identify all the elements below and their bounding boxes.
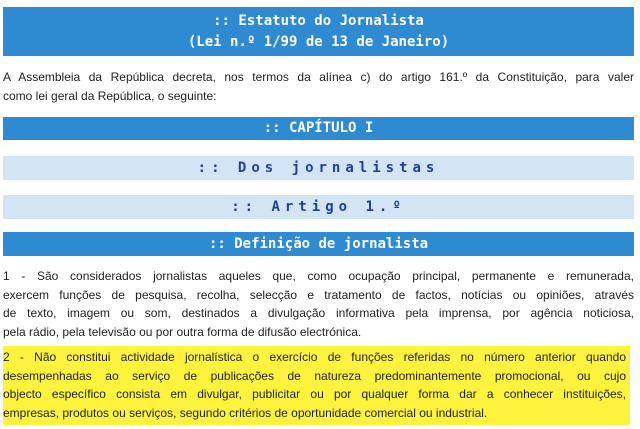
paragraph-line: de texto, imagem ou som, destinados a divulgação informativa pela imprensa, por agência noticiosa, <box>3 306 634 320</box>
intro-line: como lei geral da República, o seguinte: <box>3 88 217 103</box>
paragraph-1 <box>3 267 634 341</box>
intro-paragraph <box>3 68 634 105</box>
document-title-bar <box>3 7 634 56</box>
document-subtitle: (Lei n.º 1/99 de 13 de Janeiro) <box>187 34 450 50</box>
article-heading: :: Artigo 1.º <box>3 195 634 219</box>
section-heading: :: Dos jornalistas <box>3 156 634 180</box>
paragraph-line: exercem funções de pesquisa, recolha, selecção e tratamento de factos, notícias ou opiniões, através <box>3 287 634 302</box>
paragraph-line: 2 - Não constitui actividade jornalística o exercício de funções referidas no número anterior quando <box>3 350 626 364</box>
paragraph-line: 1 - São considerados jornalistas aqueles que, como ocupação principal, permanente e remunerada, <box>3 269 634 283</box>
paragraph-line: pela rádio, pela televisão ou por outra forma de difusão electrónica. <box>3 324 362 339</box>
document-title: :: Estatuto do Jornalista <box>213 13 424 29</box>
intro-line: A Assembleia da República decreta, nos termos da alínea c) do artigo 161.º da Constituição, para valer <box>3 70 634 84</box>
paragraph-line: desempenhadas ao serviço de publicações de natureza predominantemente promocional, ou cujo <box>3 368 626 383</box>
definition-heading: :: Definição de jornalista <box>3 232 634 256</box>
paragraph-line: empresas, produtos ou serviços, segundo critérios de oportunidade comercial ou industrial. <box>3 405 488 420</box>
paragraph-line: objecto específico consista em divulgar, publicitar ou por qualquer forma dar a conhecer instituições, <box>3 387 626 401</box>
paragraph-2-highlighted <box>3 346 630 425</box>
chapter-heading: :: CAPÍTULO I <box>3 117 634 140</box>
